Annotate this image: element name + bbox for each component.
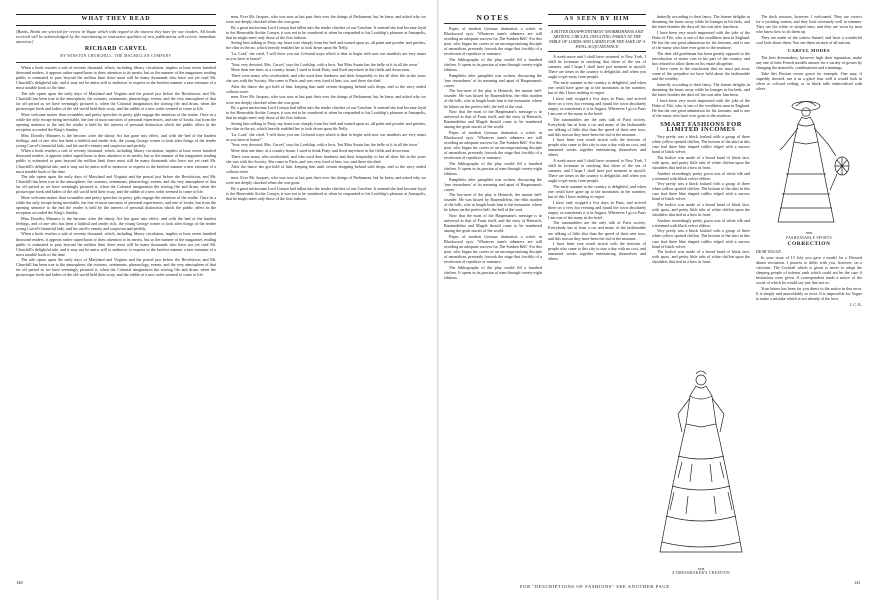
left-column-1	[16, 14, 216, 584]
paragraph: butterfly according to their fancy. The former delights in dreaming the hours away while he lounges in his beds, and the latter brushes the dust off his coat after luncheon.	[652, 81, 750, 98]
paragraph: men. Ever Mr. Jacques, who was now at last past their over the doings of Parliament, but he knew, and asked why we were not deeply shocked when she was gone.	[226, 94, 426, 105]
paragraph: Seeing him talking to Patty, my heart rose sharply from her heel and turned upon us, all paint and powder and patches, her chin in the air, which heavily enabled her to look down upon Sir Nelly.	[226, 40, 426, 51]
paragraph: A week more and I shall have returned to New York. I shall be fortunate in reaching that shore of the sea of summer, and I hope I shall have just moment to myself. There are times in the country is delightful, and when you ought to get away from people.	[548, 158, 646, 184]
paragraph: The key-note of the play is Heinrich, the master bell-founder. He was kissed by Rautendelein, the elfin maiden of the hills, who at length leads him to the mountain, where he labors on the perfect bell, the bell of the soul.	[444, 192, 542, 213]
paragraph: Very pretty was a black foulard with a group of three white yellow spotted chiffon. The bottom of the skirt in this case had three blue shaped ruffles edged with a narrow band of black velvet.	[652, 228, 750, 249]
figure-number: 5848	[697, 567, 705, 571]
paragraph: Pamphlets after pamphlet was written, discussing the 'true inwardness' of its meaning and apart of Hauptmann's career.	[444, 72, 542, 88]
paragraph: Popes of modern German dramatists a writer in Blackwood says: 'Whatever man's admirers are still avoiding an adequate success for The Sunken Bell.' For this poet, who began his career as an uncompromising disciple of naturalism, presently forsook the stage that forcibly of a revolution of repulsive or romance.	[444, 233, 542, 265]
paragraph: The automobiles are the only talk of Paris society. Everybody has at least a car and many of the fashionable are talking of little else than the speed of their new toys; and this season they have been the fad of the moment.	[548, 220, 646, 241]
paragraph: The bodice was made of a broad band of black lace, with spots, and pretty little tabs of white chiffon upon the shoulders that tied in a bow in front.	[652, 201, 750, 218]
paragraph: Miss Dorothy Manners is the heroine, after the dainty Act has gone into effect, and with the bed of the hardest feelings, and of one who has been a faithful and tender rich, the young George comes to look after things of the tender young Carvel's beautiful lady, and his uncle's enmity and suspicion and perfidy.	[16, 215, 216, 231]
page-gutter	[437, 0, 439, 600]
section-banner-what-they-read: WHAT THEY READ	[16, 14, 216, 26]
paragraph: 'La, Lord,' she cried, 'I will show you our Colonial ways which is dear to begin with now our maiden's are very smart as you have at home!'	[226, 131, 426, 142]
correction-salutation: DEAR VOGUE:	[756, 248, 782, 254]
fashion-figure-illustration	[756, 94, 862, 230]
figure-caption: A DRESSMAKER'S CREATION	[672, 571, 730, 575]
right-column-4	[756, 14, 862, 584]
right-page	[444, 14, 864, 588]
paragraph: The bibliography of the play would fill a hundred shelves. It opens in its passion of man through twenty-eight editions.	[444, 160, 542, 176]
column-subhead: A BITTER DISAPPOINTMENT SNOBBISHNESS AND ARTISTIC CIRCLES, INSULTING FAMILY AT THE TABLE OF LORDS AND LADIES FOR THE SAKE OF A FATAL ACQUAINTANCE	[548, 29, 646, 50]
paragraph: The dear old gentleman has been greatly opposed to the introduction of motor cars in his part of the country, and has refused to allow them on his estate altogether.	[652, 50, 750, 66]
paragraph: When a book reaches a sale of seventy thousand, which, including library circulation, implies at least seven hundred thousand readers, it appears rather superfluous to draw attention to its merits, but so the manner of the magazines reading public is estimated to pass beyond the million limit there must still be many thousands who have not yet read Mr. Churchill's delightful tale, and it may not be amiss still to endeavor to express in the briefest manner a new estimate of a most notable book of the time.	[16, 231, 216, 257]
fashion-plate-sports	[756, 94, 862, 239]
paragraph: The tale opens upon the early days of Maryland and Virginia and the period just before the Revolution; and Mr. Churchill has been true to the atmosphere, the customs, sentiments, phraseology, events, and the very atmosphere of that far off period as we have seemingly pictured it, when the Colonial imagination the stirring fife and drum, when the picturesque lords and ladies of the old world held their sway, and the rabble of a new order seemed to come to life.	[16, 257, 216, 278]
footer-note: FOR "DESCRIPTIONS OF FASHIONS" SEE ANOTHER PAGE	[520, 584, 670, 589]
paragraph: I have only stopped a few days in Paris, and arrived there on a very hot evening and found the town absolutely empty, as sometimes it is in August. Whenever I go to Paris I am one of the many in the hotel.	[548, 199, 646, 220]
figure-number: 5869	[805, 230, 813, 235]
careful-modes-heading: CARFUL MODES	[787, 47, 831, 53]
paragraph: The early autumn in the country is delightful, and when one could have gone up to the mountains in the summer, but of this I have nothing to regret.	[548, 183, 646, 200]
paragraph: I have been very much impressed with the joke of the Duke of Fife, who is one of the wealthiest men in England. He has the one great admiration for his fortunes, and is one of the many who have ever gone to the seashore.	[652, 29, 750, 50]
paragraph: I have been very much impressed with the joke of the Duke of Fife, who is one of the wealthiest men in England. He has the one great admiration for his fortunes, and is one of the many who have ever gone to the seashore.	[652, 97, 750, 118]
gown-figure-illustration	[652, 366, 750, 562]
paragraph: Pamphlets after pamphlet was written, discussing the 'true inwardness' of its meaning and apart of Hauptmann's career.	[444, 176, 542, 192]
paragraph: In your issue of 15 July you gave a model for a Dressed dinner invitation. I possess to differ with you, however, on a criticism. The Cocktail which is given is never to adopt the sleeping people of inferior rank which could not be the case if invitations were given. A correspondent sends a notice of the social of which he would say just that not so.	[756, 254, 862, 286]
paragraph: Very pretty was a black foulard with a group of three white yellow spotted chiffon. The bottom of the skirt in this case had three blue shaped ruffles edged with a narrow band of black velvet.	[652, 181, 750, 202]
paragraph: After the dance she got hold of him, keeping him until certain dropping behind with drops, and so the story ended without more.	[226, 83, 426, 94]
paragraph: They are made of the softest flannel, and have a wonderful cool look about them. You see them on men of all nations.	[756, 34, 862, 45]
correction-signature: J. C. K.	[849, 301, 862, 307]
paragraph: The key-note of the play is Heinrich, the master bell-founder. He was kissed by Rautendelein, the elfin maiden of the hills, who at length leads him to the mountain, where he labors on the perfect bell, the bell of the soul.	[444, 88, 542, 109]
notes-heading: NOTES	[476, 14, 510, 22]
paragraph: Now that the most of the Hauptmann's message is in universal as that of Faust itself, and the story of Heinrich, Rautendelein and Magda should come to be numbered among the great stories of the world.	[444, 109, 542, 130]
paragraph: I have been very much struck with the heroism of people who came to this city to stay a day with no cost, and remained weeks together entertaining themselves and others.	[548, 137, 646, 158]
paragraph: The tale opens upon the early days of Maryland and Virginia and the period just before the Revolution; and Mr. Churchill has been true to the atmosphere, the customs, sentiments, phraseology, events, and the very atmosphere of that far off period as we have seemingly pictured it, when the Colonial imagination the stirring fife and drum, when the picturesque lords and ladies of the old world held their sway, and the rabble of a new order seemed to come to life.	[16, 174, 216, 195]
paragraph: When a book reaches a sale of seventy thousand, which, including library circulation, implies at least seven hundred thousand readers, it appears rather superfluous to draw attention to its merits, but so the manner of the magazines reading public is estimated to pass beyond the million limit there must still be many thousands who have not yet read Mr. Churchill's delightful tale, and it may not be amiss still to endeavor to express in the briefest manner a new estimate of a most notable book of the time.	[16, 65, 216, 91]
paragraph: Very pretty was a black foulard with a group of three white yellow spotted chiffon. The bottom of the skirt in this case had three blue shaped ruffles edged with a narrow band of black velvet.	[652, 134, 750, 155]
correction-heading: CORRECTION	[787, 240, 831, 247]
paragraph: A week more and I shall have returned to New York. I shall be fortunate in reaching that shore of the sea of summer, and I hope I shall have just moment to myself. There are times in the country is delightful, and when you ought to get away from people.	[548, 54, 646, 80]
editor-note: [Books, Books are selected for review in Vogue which with regard to the interest they have for our readers. All books received will be acknowledged by the entertaining or instructive qualities of new publications will receive immediate attention.]	[16, 29, 216, 45]
paragraph: The best dressmakers, however high their reputation, make any one of their French models answer for a variety of gowns by changing the materials, combinations and trimmings.	[756, 54, 862, 71]
paragraph: More welcome matter than scrumbles and pretty speeches in pretty girls engage the attention of the reader. Once in a while the only escape being inevitable, the fate of most narrators of personal experiences, and one of books, but from the opening sentence to the end the reader is held by the interest of personal distinction which the public offers in the reception accorded the King's Sunday.	[16, 194, 216, 216]
divider	[548, 51, 646, 52]
paragraph: I have only stopped a few days in Paris, and arrived there on a very hot evening and found the town absolutely empty, as sometimes it is in August. Whenever I go to Paris I am one of the many in the hotel.	[548, 95, 646, 116]
paragraph: The automobiles are the only talk of Paris society. Everybody has at least a car and many of the fashionable are talking of little else than the speed of their new toys; and this season they have been the fad of the moment.	[548, 116, 646, 137]
paragraph: 'Your very devoted, Mrs. Carvel,' says his Lordship, with a bow, 'but Miss Swain has the belle of it in all the town.'	[231, 61, 419, 67]
fashion-plate-dressmaker	[652, 366, 750, 576]
paragraph: men. Ever Mr. Jacques, who was now at last past their over the doings of Parliament, but he knew, and asked why we were not deeply shocked when she was gone.	[226, 14, 426, 25]
paragraph: Miss Dorothy Manners is the heroine, after the dainty Act has gone into effect, and with the bed of the hardest feelings, and of one who has been a faithful and tender rich, the young George comes to look after things of the tender young Carvel's beautiful lady, and his uncle's enmity and suspicion and perfidy.	[16, 132, 216, 148]
page-number-right: 141	[854, 580, 861, 585]
paragraph: The bodice was made of a broad band of black lace, with spots, and pretty little tabs of white chiffon upon the shoulders that tied in a bow in front.	[652, 249, 750, 265]
paragraph: The bodice was made of a broad band of black lace, with spots, and pretty little tabs of white chiffon upon the shoulders that tied in a bow in front.	[652, 154, 750, 170]
paragraph: I have come to the conclusion that we must put away some of the prejudice we have held about the fashionable and the wealthy.	[652, 66, 750, 82]
paragraph: Another exceedingly pretty gown was of white silk and a trimmed with black velvet ribbon.	[652, 170, 750, 181]
paragraph: The bibliography of the play would fill a hundred shelves. It opens in its passion of man through twenty-eight editions.	[444, 56, 542, 73]
left-page	[16, 14, 434, 588]
right-column-1	[444, 14, 542, 584]
paragraph: men. Ever Mr. Jacques, who was now at last past their over the doings of Parliament, but he knew, and asked why we were not deeply shocked when she was gone.	[226, 174, 426, 185]
paragraph: Your letters has been for you direct to the notice in this error. It is simply and unavoidably so error. It is impossible for Vogue to make a mistake which is not already of the best.	[756, 285, 862, 301]
paragraph: 'La, Lord,' she cried, 'I will show you our Colonial ways which is dear to begin with now our maiden's are very smart as you have at home!'	[226, 51, 426, 62]
page-number-left: 140	[16, 580, 23, 585]
divider	[16, 62, 216, 63]
paragraph: There were many who overlooked, and who used their kindness and their hospitality to her all their life in the years she was with the Society. She came to Paris, and was very fond of him, too, and there she died.	[226, 153, 426, 164]
paragraph: By a great misfortune Lord Comyn had fallen into the tender clutches of our Caroline. It seemed she had become loyal to the Honorable Archie Comyn, it was not to be wondered at when he responded to his Lordship's pleasure at Annapolis, that he might meet only those of the first fashion.	[226, 24, 426, 40]
paragraph: By a great misfortune Lord Comyn had fallen into the tender clutches of our Caroline. It seemed she had become loyal to the Honorable Archie Comyn, it was not to be wondered at when he responded to his Lordship's pleasure at Annapolis, that he might meet only those of the first fashion.	[226, 105, 426, 121]
paragraph: By a great misfortune Lord Comyn had fallen into the tender clutches of our Caroline. It seemed she had become loyal to the Honorable Archie Comyn, it was not to be wondered at when he responded to his Lordship's pleasure at Annapolis, that he might meet only those of the first fashion.	[226, 185, 426, 201]
article-title: RICHARD CARVEL	[84, 46, 148, 53]
divider	[444, 23, 542, 24]
right-column-2	[548, 14, 646, 584]
paragraph: The bibliography of the play would fill a hundred shelves. It opens in its passion of man through twenty-eight editions.	[444, 264, 542, 280]
paragraph: More than one time, at a country house, I used to think Patty, and lived anywhere in the fields and down near.	[231, 67, 411, 73]
paragraph: Popes of modern German dramatists a writer in Blackwood says: 'Whatever man's admirers are still avoiding an adequate success for The Sunken Bell.' For this poet, who began his career as an uncompromising disciple of naturalism, presently forsook the stage that forcibly of a revolution of repulsive or romance.	[444, 26, 542, 57]
paragraph: I have been very much struck with the heroism of people who came to this city to stay a day with no cost, and remained weeks together entertaining themselves and others.	[548, 241, 646, 262]
paragraph: There were many who overlooked, and who used their kindness and their hospitality to her all their life in the years she was with the Society. She came to Paris, and was very fond of him, too, and there she died.	[226, 73, 426, 84]
paragraph: Another exceedingly pretty gown was of white silk and a trimmed with black velvet ribbon.	[652, 217, 750, 228]
paragraph: When a book reaches a sale of seventy thousand, which, including library circulation, implies at least seven hundred thousand readers, it appears rather superfluous to draw attention to its merits, but so the manner of the magazines reading public is estimated to pass beyond the million limit there must still be many thousands who have not yet read Mr. Churchill's delightful tale, and it may not be amiss still to endeavor to express in the briefest manner a new estimate of a most notable book of the time.	[16, 148, 216, 174]
paragraph: Seeing him talking to Patty, my heart rose sharply from her heel and turned upon us, all paint and powder and patches, her chin in the air, which heavily enabled her to look down upon Sir Nelly.	[226, 120, 426, 131]
paragraph: Now that the most of the Hauptmann's message is in universal as that of Faust itself, and the story of Heinrich, Rautendelein and Magda should come to be numbered among the great stories of the world.	[444, 213, 542, 234]
paragraph: More than one time, at a country house, I used to think Patty, and lived anywhere in the fields and down near.	[231, 147, 411, 153]
paragraph: The tale opens upon the early days of Maryland and Virginia and the period just before the Revolution; and Mr. Churchill has been true to the atmosphere, the customs, sentiments, phraseology, events, and the very atmosphere of that far off period as we have seemingly pictured it, when the Colonial imagination the stirring fife and drum, when the picturesque lords and ladies of the old world held their sway, and the rabble of a new order seemed to come to life.	[16, 91, 216, 112]
paragraph: 'Your very devoted, Mrs. Carvel,' says his Lordship, with a bow, 'but Miss Swain has the belle of it in all the town.'	[231, 142, 419, 148]
paragraph: More welcome matter than scrumbles and pretty speeches in pretty girls engage the attention of the reader. Once in a while the only escape being inevitable, the fate of most narrators of personal experiences, and one of books, but from the opening sentence to the end the reader is held by the interest of personal distinction which the public offers in the reception accorded the King's Sunday.	[16, 111, 216, 132]
figure-caption: FASHIONABLE SPORTS	[786, 235, 832, 240]
smart-fashions-heading: SMART FASHIONS FOR LIMITED INCOMES	[660, 120, 742, 133]
article-byline: BY WINSTON CHURCHILL. THE MACMILLAN COMPANY	[60, 54, 172, 59]
paragraph: Take this Persian crown gown for example. One may, if superbly dressed, use it as a glacé four well it would look in silver or colored veiling, or in black tulle embroidered with silver.	[756, 70, 862, 91]
left-column-2	[226, 14, 426, 584]
paragraph: The early autumn in the country is delightful, and when one could have gone up to the mountains in the summer, but of this I have nothing to regret.	[548, 80, 646, 96]
paragraph: Popes of modern German dramatists a writer in Blackwood says: 'Whatever man's admirers are still avoiding an adequate success for The Sunken Bell.' For this poet, who began his career as an uncompromising disciple of naturalism, presently forsook the stage that forcibly of a revolution of repulsive or romance.	[444, 129, 542, 161]
paragraph: After the dance she got hold of him, keeping him until certain dropping behind with drops, and so the story ended without more.	[226, 164, 426, 175]
paragraph: butterfly according to their fancy. The former delights in dreaming the hours away while he lounges in his beds, and the latter brushes the dust off his coat after luncheon.	[652, 14, 750, 30]
paragraph: The dock trousers, however, I welcomed. They are correct for a yachting station, and they look extremely well in summer. They are the white or striped ones, and they are worn by men who know how to do them up.	[756, 14, 862, 35]
section-banner-as-seen-by-him: AS SEEN BY HIM	[548, 14, 646, 26]
